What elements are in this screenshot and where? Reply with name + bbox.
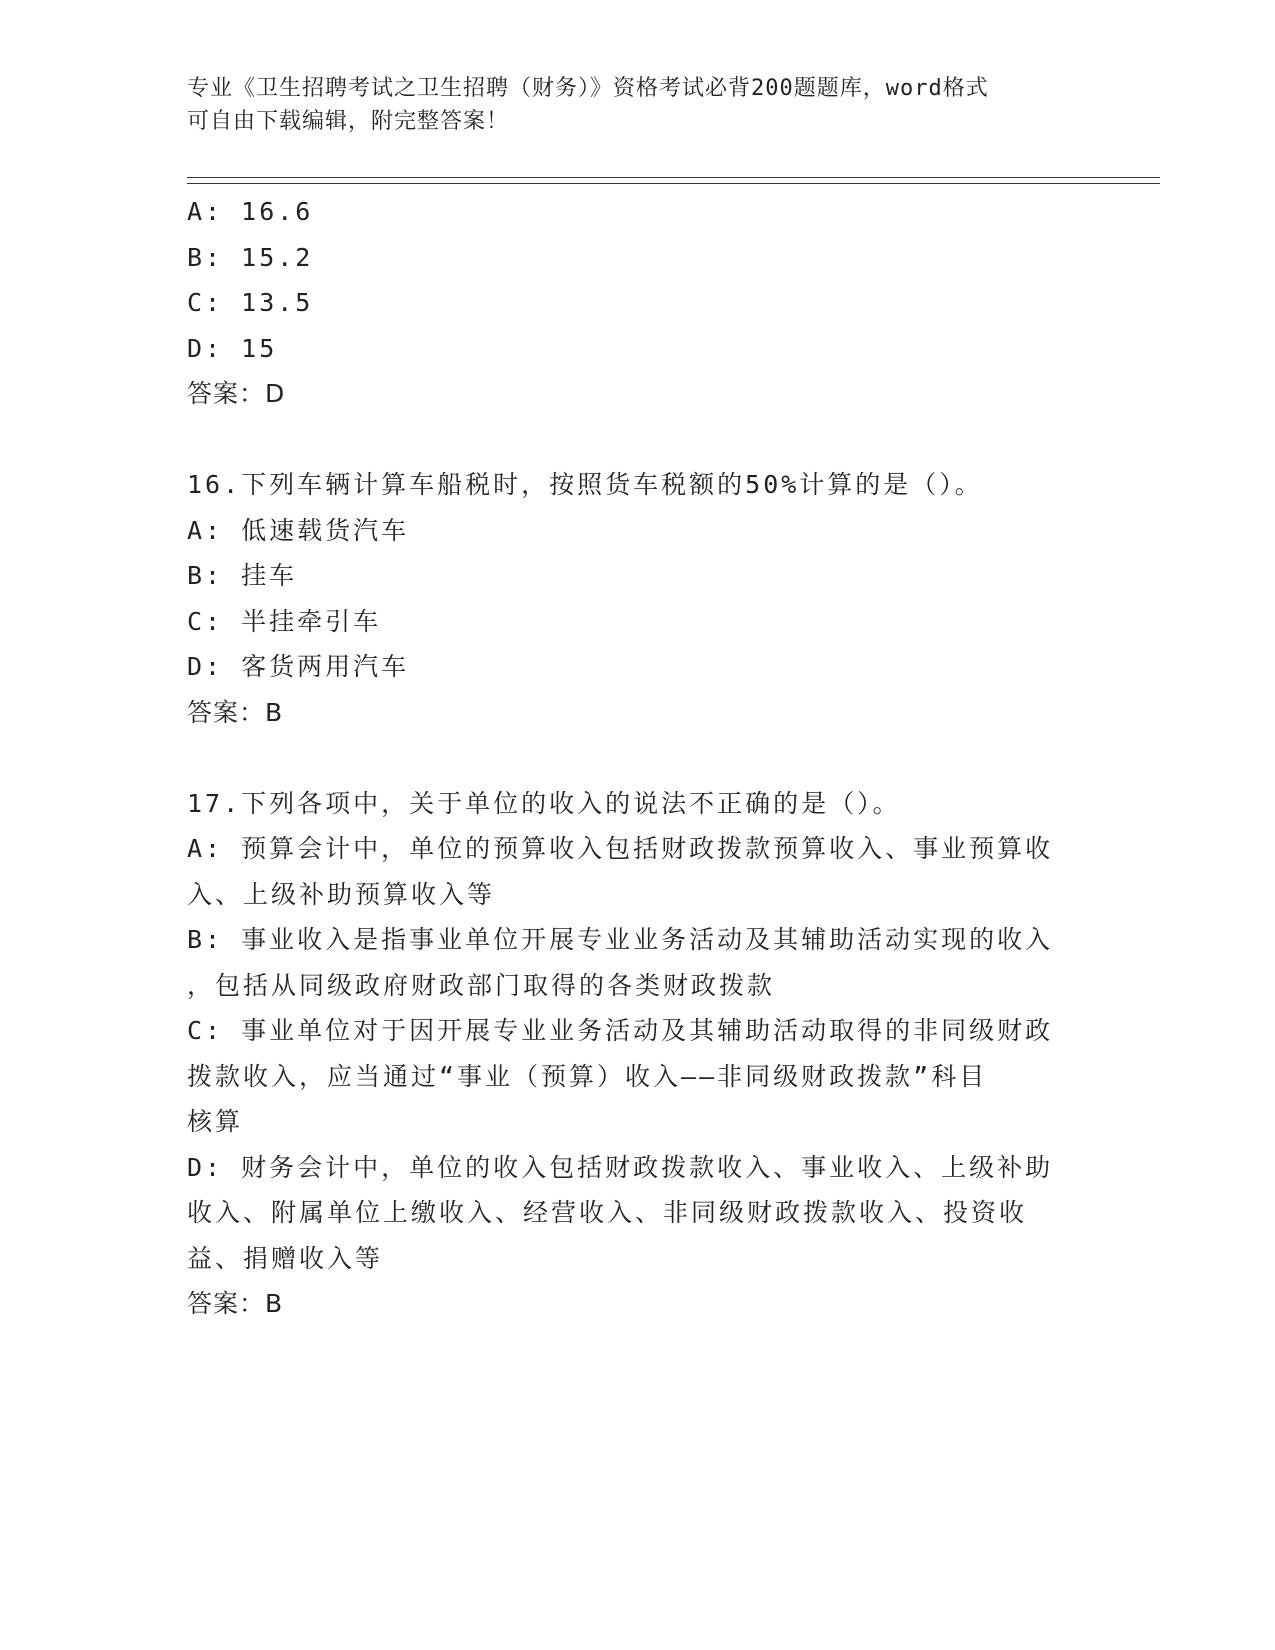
option-b: B: 挂车 [187, 561, 298, 590]
option-c: C: 半挂牵引车 [187, 606, 382, 636]
option-b: B: 15.2 [187, 242, 314, 272]
document-header [187, 72, 1067, 138]
header-rule-bottom [187, 183, 1160, 184]
option-c-line-1: C: 事业单位对于因开展专业业务活动及其辅助活动取得的非同级财政 [187, 1016, 1054, 1045]
header-line-1: 专业《卫生招聘考试之卫生招聘（财务）》资格考试必背200题题库，word格式 [187, 76, 989, 101]
option-a: A: 16.6 [187, 197, 314, 226]
option-a-line-1: A: 预算会计中，单位的预算收入包括财政拨款预算收入、事业预算收 [187, 834, 1054, 863]
question-15-block [187, 189, 1087, 417]
question-16-block [187, 462, 1087, 735]
document-body [187, 189, 1087, 1327]
option-d-line-2: 收入、附属单位上缴收入、经营收入、非同级财政拨款收入、投资收 [187, 1198, 1028, 1227]
option-b-line-1: B: 事业收入是指事业单位开展专业业务活动及其辅助活动实现的收入 [187, 925, 1054, 954]
option-d: D: 客货两用汽车 [187, 652, 410, 681]
option-d-line-3: 益、捐赠收入等 [187, 1243, 384, 1273]
option-a: A: 低速载货汽车 [187, 515, 410, 545]
answer-line: 答案：B [187, 1289, 284, 1318]
answer-line: 答案：D [187, 379, 286, 408]
question-text: 17.下列各项中，关于单位的收入的说法不正确的是（）。 [187, 788, 901, 818]
option-a-line-2: 入、上级补助预算收入等 [187, 879, 496, 909]
header-rule-top [187, 177, 1160, 178]
header-line-2: 可自由下载编辑，附完整答案！ [187, 109, 510, 134]
spacer [187, 735, 1087, 781]
option-d-line-1: D: 财务会计中，单位的收入包括财政拨款收入、事业收入、上级补助 [187, 1152, 1054, 1182]
option-d: D: 15 [187, 333, 278, 363]
option-c-line-2: 拨款收入，应当通过“事业（预算）收入——非同级财政拨款”科目 [187, 1061, 988, 1091]
spacer [187, 417, 1087, 463]
question-text: 16.下列车辆计算车船税时，按照货车税额的50%计算的是（）。 [187, 470, 983, 499]
answer-line: 答案：B [187, 697, 284, 727]
option-b-line-2: ，包括从同级政府财政部门取得的各类财政拨款 [187, 970, 776, 1000]
question-17-block [187, 781, 1087, 1327]
option-c: C: 13.5 [187, 288, 314, 317]
option-c-line-3: 核算 [187, 1107, 244, 1136]
